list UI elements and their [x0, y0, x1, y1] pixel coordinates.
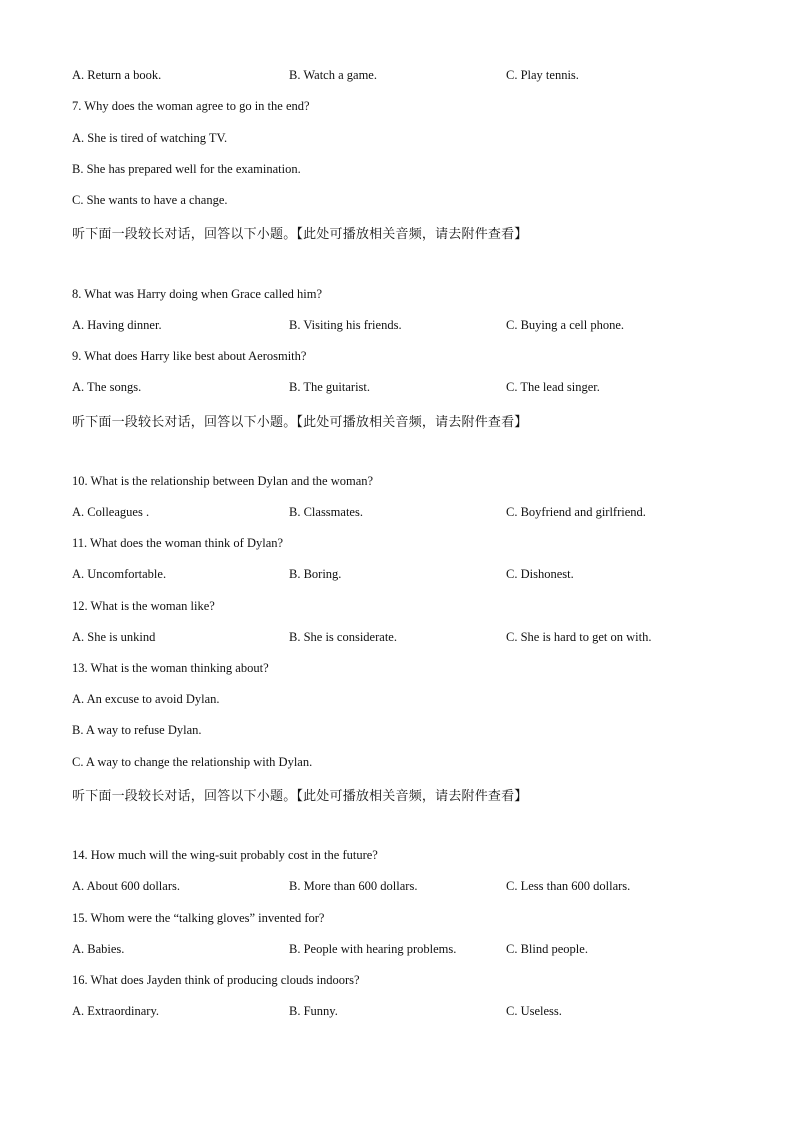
q6-option-c: C. Play tennis.: [506, 68, 579, 82]
q9-option-a: A. The songs.: [72, 380, 142, 394]
q8-question: 8. What was Harry doing when Grace called him?: [72, 287, 323, 301]
q8-option-b: B. Visiting his friends.: [289, 318, 402, 332]
q11-option-b: B. Boring.: [289, 567, 342, 581]
section-instruction-2: 听下面一段较长对话，回答以下小题。【此处可播放相关音频，请去附件查看】: [72, 415, 528, 430]
q14-option-b: B. More than 600 dollars.: [289, 879, 418, 893]
q6-option-b: B. Watch a game.: [289, 68, 377, 82]
q10-question: 10. What is the relationship between Dylan and the woman?: [72, 474, 374, 488]
section-instruction-1: 听下面一段较长对话，回答以下小题。【此处可播放相关音频，请去附件查看】: [72, 227, 528, 242]
q13-question: 13. What is the woman thinking about?: [72, 661, 269, 675]
q6-option-a: A. Return a book.: [72, 68, 162, 82]
q16-option-a: A. Extraordinary.: [72, 1004, 160, 1018]
q9-question: 9. What does Harry like best about Aerosmith?: [72, 349, 307, 363]
q10-option-a: A. Colleagues .: [72, 505, 150, 519]
q15-option-a: A. Babies.: [72, 942, 125, 956]
q16-option-b: B. Funny.: [289, 1004, 338, 1018]
q11-option-a: A. Uncomfortable.: [72, 567, 167, 581]
q11-option-c: C. Dishonest.: [506, 567, 574, 581]
q10-option-c: C. Boyfriend and girlfriend.: [506, 505, 646, 519]
q15-option-b: B. People with hearing problems.: [289, 942, 457, 956]
q7-option-c: C. She wants to have a change.: [72, 193, 228, 207]
q12-option-a: A. She is unkind: [72, 630, 156, 644]
q14-option-c: C. Less than 600 dollars.: [506, 879, 631, 893]
q13-option-b: B. A way to refuse Dylan.: [72, 723, 202, 737]
q11-question: 11. What does the woman think of Dylan?: [72, 536, 284, 550]
q10-option-b: B. Classmates.: [289, 505, 363, 519]
q12-question: 12. What is the woman like?: [72, 599, 215, 613]
q7-question: 7. Why does the woman agree to go in the end?: [72, 99, 310, 113]
q8-option-c: C. Buying a cell phone.: [506, 318, 625, 332]
q9-option-c: C. The lead singer.: [506, 380, 600, 394]
q13-option-c: C. A way to change the relationship with Dylan.: [72, 755, 313, 769]
q7-option-a: A. She is tired of watching TV.: [72, 131, 228, 145]
q8-option-a: A. Having dinner.: [72, 318, 162, 332]
q16-option-c: C. Useless.: [506, 1004, 562, 1018]
q12-option-b: B. She is considerate.: [289, 630, 397, 644]
q16-question: 16. What does Jayden think of producing clouds indoors?: [72, 973, 360, 987]
q15-question: 15. Whom were the “talking gloves” invented for?: [72, 911, 325, 925]
q7-option-b: B. She has prepared well for the examination.: [72, 162, 301, 176]
q13-option-a: A. An excuse to avoid Dylan.: [72, 692, 220, 706]
section-instruction-3: 听下面一段较长对话，回答以下小题。【此处可播放相关音频，请去附件查看】: [72, 789, 528, 804]
q12-option-c: C. She is hard to get on with.: [506, 630, 652, 644]
q15-option-c: C. Blind people.: [506, 942, 588, 956]
q14-option-a: A. About 600 dollars.: [72, 879, 180, 893]
q14-question: 14. How much will the wing-suit probably cost in the future?: [72, 848, 378, 862]
q9-option-b: B. The guitarist.: [289, 380, 371, 394]
